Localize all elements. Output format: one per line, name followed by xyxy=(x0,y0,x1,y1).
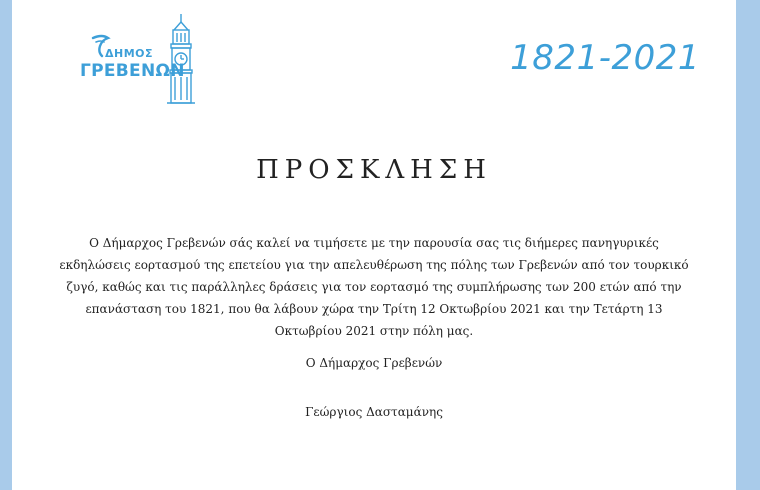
page-title: ΠΡΟΣΚΛΗΣΗ xyxy=(256,155,492,185)
invitation-body: Ο Δήμαρχος Γρεβενών σάς καλεί να τιμήσετε με την παρουσία σας τις διήμερες πανηγυρικές εκδηλώσεις εορτασμού της επετείου για την απελευθέρωση της πόλης των Γρεβενών από τον τουρκικό ζυγό, καθώς και τις παράλληλες δράσεις για τον εορτασμό της συμπλήρωσης των 200 ετών από την επανάσταση του 1821, που θα λάβουν χώρα την Τρίτη 12 Οκτωβρίου 2021 και την Τετάρτη 13 Οκτωβρίου 2021 στην πόλη μας. xyxy=(59,236,689,338)
anniversary-years: 1821-2021 xyxy=(510,38,700,78)
clock-tower-icon xyxy=(158,14,204,106)
municipality-logo xyxy=(80,14,210,106)
invitation-page xyxy=(12,0,736,490)
signature-name: Γεώργιος Δασταμάνης xyxy=(305,405,443,419)
logo-line-1: ΔΗΜΟΣ xyxy=(105,47,154,60)
logo-line-2: ΓΡΕΒΕΝΩΝ xyxy=(80,61,185,81)
signature-title: Ο Δήμαρχος Γρεβενών xyxy=(305,356,443,370)
